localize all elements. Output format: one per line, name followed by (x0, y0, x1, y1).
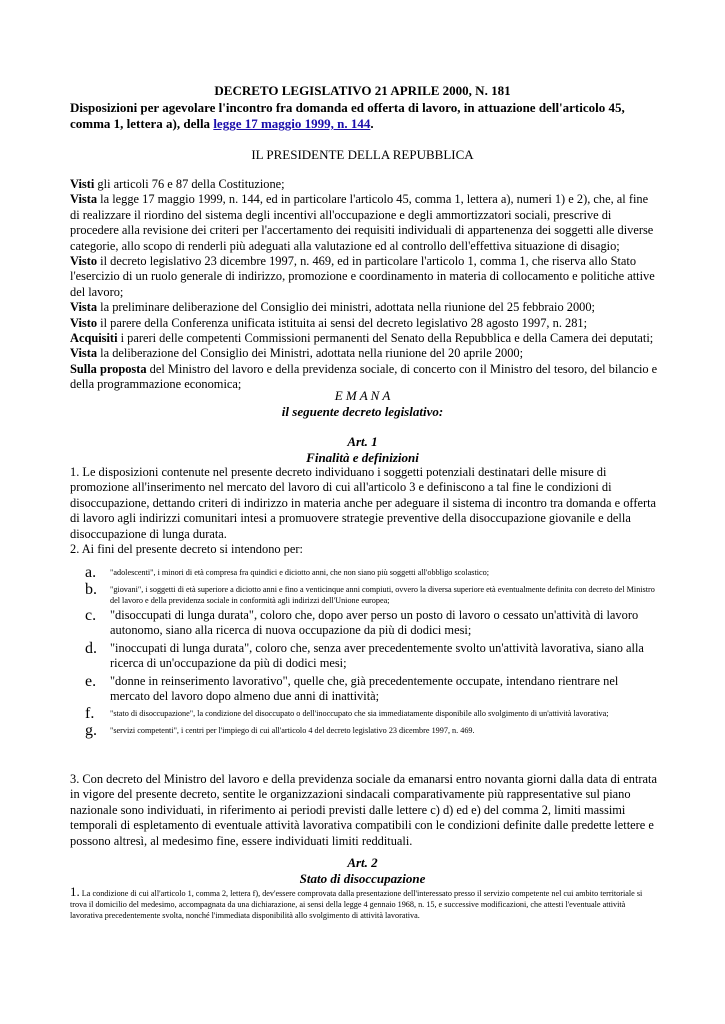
preamble-item (70, 331, 660, 346)
emana-subtitle: il seguente decreto legislativo: (281, 404, 444, 419)
list-item (85, 706, 660, 721)
list-letter: b. (85, 581, 97, 598)
definitions-list (85, 565, 660, 740)
preamble-text: il parere della Conferenza unificata istituita ai sensi del decreto legislativo 28 agosto 1997, n. 281; (97, 315, 588, 330)
preamble-lead: Vista (70, 192, 98, 207)
list-letter: g. (85, 722, 97, 740)
art2-paragraph-number: 1. (70, 884, 80, 899)
preamble-lead: Visti (70, 177, 95, 191)
subtitle-end: . (370, 116, 374, 131)
list-letter: c. (85, 607, 97, 624)
list-letter: a. (85, 564, 97, 581)
preamble-text: la deliberazione del Consiglio dei Ministri, adottata nella riunione del 20 aprile 2000; (97, 346, 524, 361)
preamble-lead: Visto (70, 315, 98, 330)
preamble-text: la preliminare deliberazione del Consiglio dei ministri, adottata nella riunione del 25 febbraio 2000; (97, 300, 595, 315)
list-item (85, 582, 660, 606)
preamble-text: la legge 17 maggio 1999, n. 144, ed in particolare l'articolo 45, comma 1, lettera a), numeri 1) e 2), che, al fine di realizzare il riordino del sistema degli incentivi all'occupazione e degli ammortizzatori sociali, prescrive di procedere alla revisione dei criteri per l'accertamento dei requisiti individuali di appartenenza dei soggetti alle diverse categorie, allo scopo di renderli più adeguati alla valutazione ed al controllo dell'effettiva situazione di disagio; (70, 192, 654, 253)
preamble-text: il decreto legislativo 23 dicembre 1997, n. 469, ed in particolare l'articolo 1, comma 1, che riserva allo Stato l'esercizio di un ruolo generale di indirizzo, promozione e coordinamento in materia di collocamento e politiche attive del lavoro; (70, 254, 655, 299)
list-letter: e. (85, 672, 97, 690)
list-text: "disoccupati di lunga durata", coloro che, dopo aver perso un posto di lavoro o cessato un'attività di lavoro autonomo, siano alla ricerca di nuova occupazione da più di dodici mesi; (110, 608, 639, 638)
art1-paragraph-1: 1. Le disposizioni contenute nel presente decreto individuano i soggetti potenziali destinatari delle misure di promozione all'inserimento nel mercato del lavoro di cui all'articolo 3 e definiscono a tal fine le condizioni di disoccupazione, dettando criteri di indirizzo in materia anche per adeguare il sistema di incontro tra domanda e offerta di lavoro agli indirizzi comunitari intesi a promuovere strategie preventive della disoccupazione giovanile e della disoccupazione di lunga durata. (70, 465, 657, 541)
preamble-lead: Visto (70, 254, 98, 269)
art1-paragraph-3: 3. Con decreto del Ministro del lavoro e della previdenza sociale da emanarsi entro novanta giorni dalla data di entrata in vigore del presente decreto, sentite le organizzazioni sindacali comparativamente più rappresentative sul piano nazionale sono individuati, in riferimento ai periodi previsti dalle lettere c) d) ed e) del comma 2, limiti massimi temporali di espletamento di eventuale attività lavorativa compatibili con le condizioni definite dalle predette lettere e possono altresì, al medesimo fine, essere individuati limiti reddituali. (70, 772, 657, 848)
art2-heading-block (0, 855, 725, 887)
preamble-item (70, 254, 660, 300)
preamble-lead: Vista (70, 300, 98, 315)
preamble-lead: Acquisiti (70, 331, 118, 346)
emana-heading: E M A N A (334, 388, 391, 403)
emana-block (0, 388, 725, 420)
decree-title: DECRETO LEGISLATIVO 21 APRILE 2000, N. 181 (214, 83, 511, 98)
subtitle-text: Disposizioni per agevolare l'incontro fra domanda ed offerta di lavoro, in attuazione dell'articolo 45, comma 1, lettera a), della (70, 100, 625, 131)
list-item (85, 608, 660, 639)
art2-body (70, 886, 660, 922)
art2-paragraph-text: La condizione di cui all'articolo 1, comma 2, lettera f), dev'essere comprovata dalla presentazione dell'interessato presso il servizio competente nel cui ambito territoriale si trova il domicilio del medesimo, accompagnata da una dichiarazione, ai sensi della legge 4 gennaio 1968, n. 15, e successive modificazioni, che attesti l'eventuale attività lavorativa precedentemente svolta, nonché l'immediata disponibilità allo svolgimento di attività lavorativa. (70, 889, 643, 921)
list-letter: d. (85, 639, 97, 657)
preamble (70, 177, 660, 393)
list-text: "donne in reinserimento lavorativo", quelle che, già precedentemente occupate, intendano rientrare nel mercato del lavoro dopo almeno due anni di inattività; (110, 673, 619, 704)
preamble-item (70, 316, 660, 331)
president-heading: IL PRESIDENTE DELLA REPUBBLICA (251, 147, 474, 162)
art1-number: Art. 1 (347, 434, 378, 449)
art1-title: Finalità e definizioni (306, 450, 419, 465)
list-text: "adolescenti", i minori di età compresa fra quindici e diciotto anni, che non siano più soggetti all'obbligo scolastico; (110, 568, 490, 577)
list-item (85, 565, 660, 580)
art2-title: Stato di disoccupazione (299, 871, 426, 886)
list-letter: f. (85, 705, 95, 723)
preamble-item (70, 346, 660, 361)
preamble-item (70, 177, 660, 192)
list-item (85, 674, 660, 705)
list-item (85, 723, 660, 738)
art1-paragraph-2: 2. Ai fini del presente decreto si intendono per: (70, 542, 303, 557)
art1-paragraph-3-block (70, 772, 660, 849)
preamble-text: del Ministro del lavoro e della previdenza sociale, di concerto con il Ministro del tesoro, del bilancio e della programmazione economica; (70, 361, 658, 392)
art1-heading-block (0, 434, 725, 466)
list-text: "giovani", i soggetti di età superiore a diciotto anni e fino a venticinque anni compiuti, ovvero la diversa superiore età eventualmente definita con decreto del Ministro del lavoro e della previdenza sociale in conformità agli indirizzi dell'Unione europea; (110, 585, 655, 605)
list-text: "servizi competenti", i centri per l'impiego di cui all'articolo 4 del decreto legislativo 23 dicembre 1997, n. 469. (110, 726, 475, 736)
art1-body (70, 465, 660, 557)
preamble-lead: Vista (70, 346, 98, 361)
preamble-text: gli articoli 76 e 87 della Costituzione; (94, 177, 285, 191)
preamble-text: i pareri delle competenti Commissioni permanenti del Senato della Repubblica e della Camera dei deputati; (117, 331, 654, 346)
list-item (85, 641, 660, 672)
art2-number: Art. 2 (347, 855, 378, 870)
list-text: "inoccupati di lunga durata", coloro che, senza aver precedentemente svolto un'attività lavorativa, siano alla ricerca di un'occupazione da più di dodici mesi; (110, 640, 644, 671)
decree-subtitle (70, 100, 660, 132)
list-text: "stato di disoccupazione", la condizione del disoccupato o dell'inoccupato che sia immediatamente disponibile allo svolgimento di un'attività lavorativa; (110, 709, 609, 719)
law-link[interactable]: legge 17 maggio 1999, n. 144 (213, 116, 371, 131)
preamble-lead: Sulla proposta (70, 361, 147, 376)
preamble-item (70, 192, 660, 254)
preamble-item (70, 300, 660, 315)
